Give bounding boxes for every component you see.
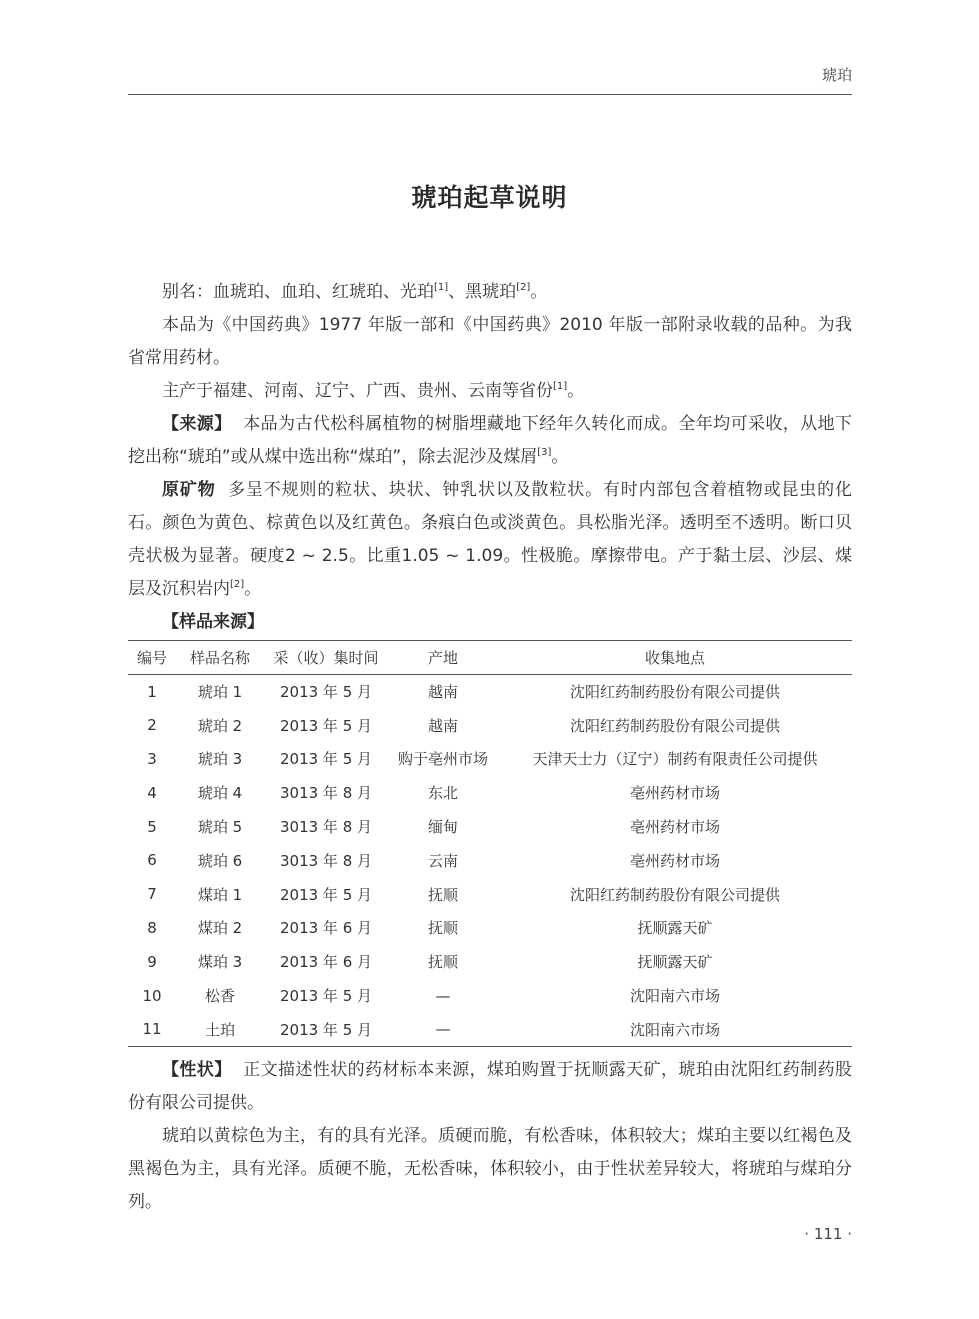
table-row (128, 877, 852, 911)
alias-paragraph (128, 276, 852, 309)
punctuation: 。 (530, 282, 548, 302)
cell-date: 2013 年 5 月 (279, 885, 373, 904)
production-text: 主产于福建、河南、辽宁、广西、贵州、云南等省份 (162, 381, 553, 401)
table-header-row (128, 641, 852, 675)
cell-date: 2013 年 6 月 (279, 919, 373, 938)
comparison-paragraph: 琥珀以黄棕色为主，有的具有光泽。质硬而脆，有松香味，体积较大；煤珀主要以红褐色及黑褐色为主，具有光泽。质硬不脆，无松香味，体积较小，由于性状差异较大，将琥珀与煤珀分列。 (128, 1126, 852, 1212)
cell-name: 松香 (204, 987, 235, 1006)
body-section-bottom (128, 1054, 852, 1219)
punctuation: 。 (244, 579, 262, 599)
cell-origin: 东北 (427, 784, 458, 803)
cell-location: 天津天士力（辽宁）制药有限责任公司提供 (532, 750, 818, 769)
cell-name: 琥珀 1 (197, 683, 243, 702)
mineral-paragraph (128, 474, 852, 606)
cell-origin: 缅甸 (427, 818, 458, 837)
cell-id: 2 (147, 716, 157, 735)
samples-table (128, 640, 852, 1047)
citation: [1] (434, 282, 449, 293)
cell-origin: 抚顺 (427, 953, 458, 972)
cell-location: 沈阳南六市场 (629, 987, 720, 1006)
cell-date: 3013 年 8 月 (279, 784, 373, 803)
table-row (128, 708, 852, 742)
citation: [2] (516, 282, 531, 293)
table-row (128, 911, 852, 945)
col-header-origin: 产地 (427, 649, 458, 667)
section-label-mineral: 原矿物 (162, 480, 216, 500)
col-header-date: 采（收）集时间 (273, 649, 379, 667)
cell-name: 煤珀 2 (197, 919, 243, 938)
cell-id: 7 (147, 885, 157, 904)
table-row (128, 945, 852, 979)
cell-id: 4 (147, 783, 157, 802)
table-row (128, 776, 852, 810)
cell-name: 琥珀 3 (197, 750, 243, 769)
cell-location: 抚顺露天矿 (637, 953, 713, 972)
cell-id: 1 (147, 682, 157, 701)
citation: [3] (537, 447, 552, 458)
cell-name: 琥珀 5 (197, 818, 243, 837)
cell-date: 2013 年 6 月 (279, 953, 373, 972)
cell-id: 10 (142, 986, 162, 1005)
properties-text: 正文描述性状的药材标本来源，煤珀购置于抚顺露天矿，琥珀由沈阳红药制药股份有限公司提供。 (128, 1060, 853, 1113)
properties-paragraph (128, 1054, 852, 1120)
section-label-samples: 【样品来源】 (162, 612, 264, 632)
section-label-properties: 【性状】 (162, 1060, 232, 1080)
cell-location: 亳州药材市场 (629, 784, 720, 803)
cell-location: 亳州药材市场 (629, 851, 720, 870)
cell-location: 沈阳南六市场 (629, 1020, 720, 1039)
source-text: 本品为古代松科属植物的树脂埋藏地下经年久转化而成。全年均可采收，从地下挖出称“琥珀”或从煤中选出称“煤珀”，除去泥沙及煤屑 (128, 414, 853, 467)
cell-id: 6 (147, 851, 157, 870)
table-row (128, 742, 852, 776)
page-number: · 111 · (804, 1225, 852, 1243)
cell-name: 煤珀 1 (197, 885, 243, 904)
citation: [2] (230, 579, 245, 590)
cell-origin: 抚顺 (427, 885, 458, 904)
cell-origin: 云南 (427, 851, 458, 870)
cell-location: 抚顺露天矿 (637, 919, 713, 938)
cell-origin: 越南 (427, 716, 458, 735)
punctuation: 。 (567, 381, 585, 401)
cell-id: 9 (147, 952, 157, 971)
cell-id: 3 (147, 749, 157, 768)
cell-date: 2013 年 5 月 (279, 683, 373, 702)
cell-date: 2013 年 5 月 (279, 716, 373, 735)
running-header: 琥珀 (821, 66, 852, 84)
mineral-text: 多呈不规则的粒状、块状、钟乳状以及散粒状。有时内部包含着植物或昆虫的化石。颜色为黄色、棕黄色以及红黄色。条痕白色或淡黄色。具松脂光泽。透明至不透明。断口贝壳状极为显著。硬度2 ~ 2.5。比重1.05 ~ 1.09。性极脆。摩擦带电。产于黏土层、沙层、煤层及沉积岩内 (128, 480, 853, 599)
cell-origin: 越南 (427, 683, 458, 702)
col-header-id: 编号 (136, 649, 167, 667)
cell-origin: — (435, 986, 451, 1005)
cell-name: 琥珀 4 (197, 784, 243, 803)
cell-name: 土珀 (204, 1020, 235, 1039)
cell-location: 沈阳红药制药股份有限公司提供 (569, 683, 780, 702)
cell-date: 2013 年 5 月 (279, 987, 373, 1006)
cell-location: 沈阳红药制药股份有限公司提供 (569, 885, 780, 904)
table-row (128, 675, 852, 709)
production-paragraph (128, 375, 852, 408)
section-label-source: 【来源】 (162, 414, 232, 434)
header-rule (128, 94, 852, 95)
cell-name: 琥珀 6 (197, 851, 243, 870)
cell-origin: — (435, 1020, 451, 1039)
cell-origin: 购于亳州市场 (397, 750, 488, 769)
col-header-name: 样品名称 (189, 649, 250, 667)
page-title: 琥珀起草说明 (411, 183, 568, 212)
cell-name: 琥珀 2 (197, 716, 243, 735)
cell-location: 沈阳红药制药股份有限公司提供 (569, 716, 780, 735)
cell-id: 5 (147, 817, 157, 836)
cell-id: 8 (147, 918, 157, 937)
cell-date: 2013 年 5 月 (279, 1020, 373, 1039)
col-header-location: 收集地点 (644, 649, 705, 667)
samples-table-wrap (128, 640, 852, 1047)
cell-origin: 抚顺 (427, 919, 458, 938)
table-row (128, 979, 852, 1013)
body-section-top (128, 276, 852, 639)
cell-id: 11 (142, 1020, 162, 1039)
cell-date: 3013 年 8 月 (279, 818, 373, 837)
cell-location: 亳州药材市场 (629, 818, 720, 837)
punctuation: 。 (551, 447, 569, 467)
alias-text-2: 、黑琥珀 (448, 282, 517, 302)
cell-date: 3013 年 8 月 (279, 851, 373, 870)
pharmacopoeia-paragraph: 本品为《中国药典》1977 年版一部和《中国药典》2010 年版一部附录收载的品种。为我省常用药材。 (128, 315, 852, 368)
citation: [1] (553, 381, 568, 392)
table-row (128, 843, 852, 877)
table-row (128, 810, 852, 844)
cell-name: 煤珀 3 (197, 953, 243, 972)
alias-text: 别名：血琥珀、血珀、红琥珀、光珀 (162, 282, 434, 302)
source-paragraph (128, 408, 852, 474)
table-row (128, 1012, 852, 1046)
cell-date: 2013 年 5 月 (279, 750, 373, 769)
